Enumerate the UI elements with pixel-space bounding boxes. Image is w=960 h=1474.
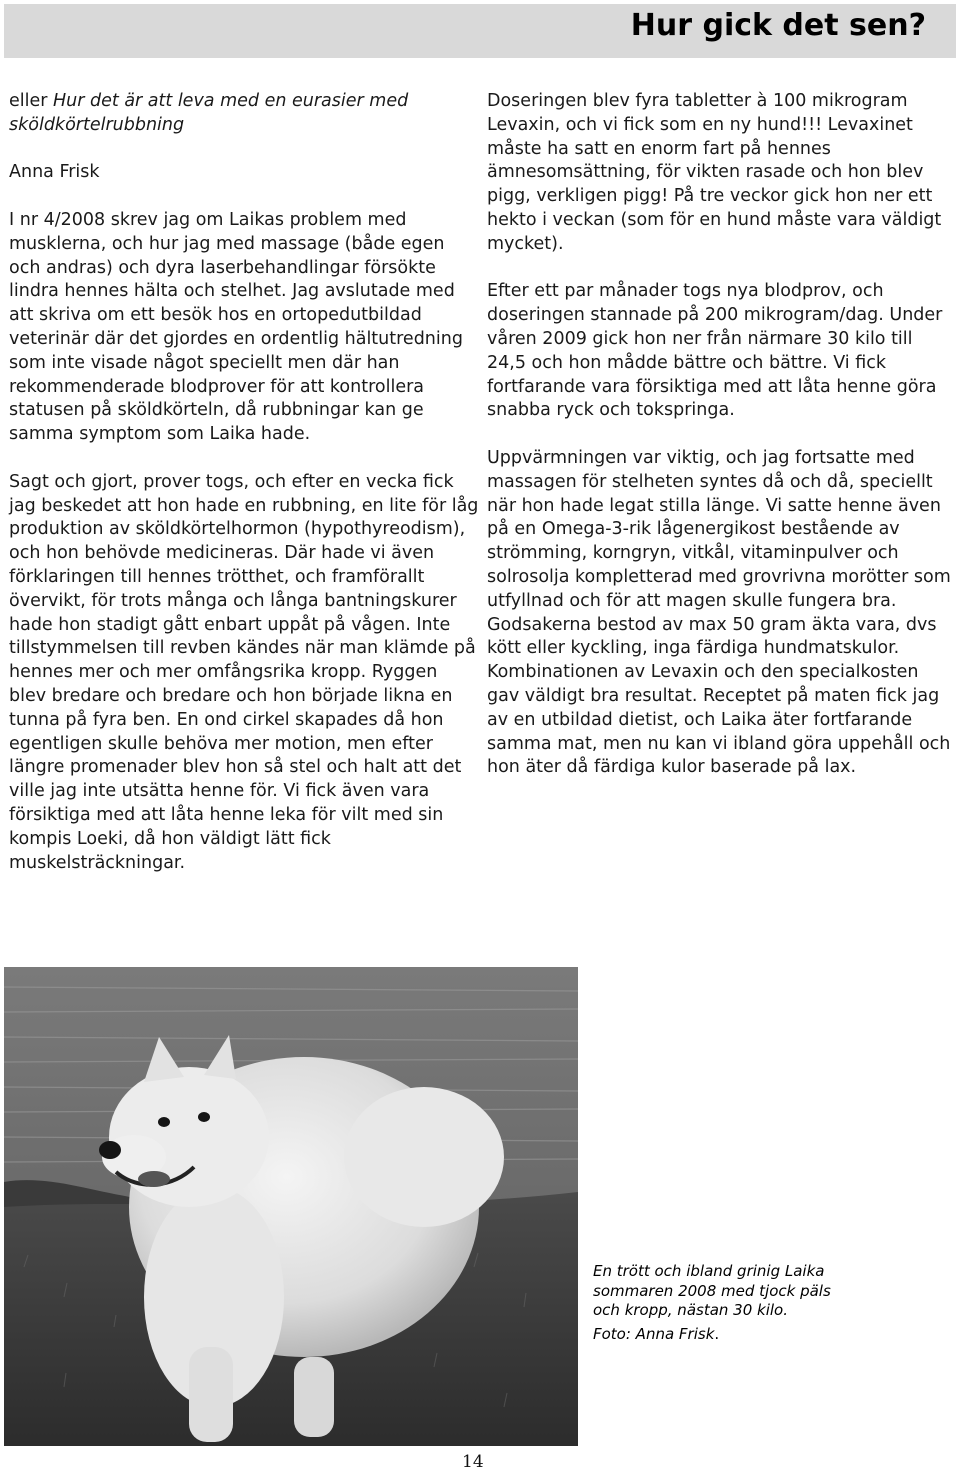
dog-photo: [4, 967, 578, 1446]
header-bar: [4, 4, 956, 58]
page-number: 14: [462, 1452, 484, 1472]
paragraph: Uppvärmningen var viktig, och jag fortsatte med massagen för stelheten syntes då och då, speciellt när hon hade legat stilla länge. Vi satte henne även på en Omega-3-rik lågenergikost bestående av strömming, korngryn, vitkål, vitaminpulver och solrosolja kompletterad med grovrivna morötter som utfyllnad och för att magen skulle fungera bra. Godsakerna bestod av max 50 gram äkta vara, dvs kött eller kyckling, inga färdiga hundmatskulor. Kombinationen av Levaxin och den specialkosten gav väldigt bra resultat. Receptet på maten fick jag av en utbildad dietist, och Laika äter fortfarande samma mat, men nu kan vi ibland göra uppehåll och hon äter då färdiga kulor baserade på lax.: [487, 447, 951, 778]
photo-caption: [593, 1262, 843, 1344]
paragraph: Sagt och gjort, prover togs, och efter en vecka fick jag beskedet att hon hade en rubbning, en lite för låg produktion av sköldkörtelhormon (hypothyreodism), och hon behövde medicineras. Där hade vi även förklaringen till hennes trötthet, och framförallt övervikt, för trots många och långa bantningskurer hade hon stadigt gått enbart uppåt på vågen. Inte tillstymmelsen till revben kändes när man klämde på hennes mer och mer omfångsrika kropp. Ryggen blev bredare och bredare och hon började likna en tunna på fyra ben. En ond cirkel skapades då hon egentligen skulle behöva mer motion, men efter längre promenader blev hon så stel och halt att det ville jag inte utsätta henne för. Vi fick även vara försiktiga med att låta henne leka för vilt med sin kompis Loeki, då hon väldigt lätt fick muskelsträckningar.: [9, 471, 479, 873]
page-title: Hur gick det sen?: [630, 8, 926, 43]
paragraph: I nr 4/2008 skrev jag om Laikas problem med musklerna, och hur jag med massage (både egen och andras) och dyra laserbehandlingar försökte lindra hennes hälta och stelhet. Jag avslutade med att skriva om ett besök hos en ortopedutbildad veterinär där det gjordes en ordentlig hältutredning som inte visade något speciellt men där han rekommenderade blodprover för att kontrollera statusen på sköldkörteln, då rubbningar kan ge samma symptom som Laika hade.: [9, 209, 463, 445]
right-column: [487, 90, 955, 780]
subtitle-italic: Hur det är att leva med en eurasier med sköldkörtelrubbning: [9, 91, 409, 135]
photo-credit: [593, 1325, 843, 1345]
caption-text: En trött och ibland grinig Laika sommaren 2008 med tjock päls och kropp, nästan 30 kilo.: [593, 1262, 831, 1319]
paragraph: Doseringen blev fyra tabletter à 100 mikrogram Levaxin, och vi fick som en ny hund!!! Levaxinet måste ha satt en enorm fart på hennes ämnesomsättning, för vikten rasade och hon blev pigg, verkligen pigg! På tre veckor gick hon ner ett hekto i veckan (som för en hund måste vara väldigt mycket).: [487, 91, 942, 254]
author-name: Anna Frisk: [9, 162, 100, 183]
photo-credit-label: Foto: Anna Frisk: [593, 1324, 715, 1343]
left-column: [9, 90, 479, 875]
paragraph: Efter ett par månader togs nya blodprov, och doseringen stannade på 200 mikrogram/dag. Under våren 2009 gick hon ner från närmare 30 kilo till 24,5 och hon mådde bättre och bättre. Vi fick fortfarande vara försiktiga med att låta henne göra snabba ryck och tokspringa.: [487, 281, 943, 421]
subtitle-prefix: eller: [9, 91, 54, 111]
article-subtitle: [9, 90, 479, 138]
dog-photo-illustration: [4, 967, 578, 1446]
photo-credit-period: .: [714, 1324, 720, 1343]
